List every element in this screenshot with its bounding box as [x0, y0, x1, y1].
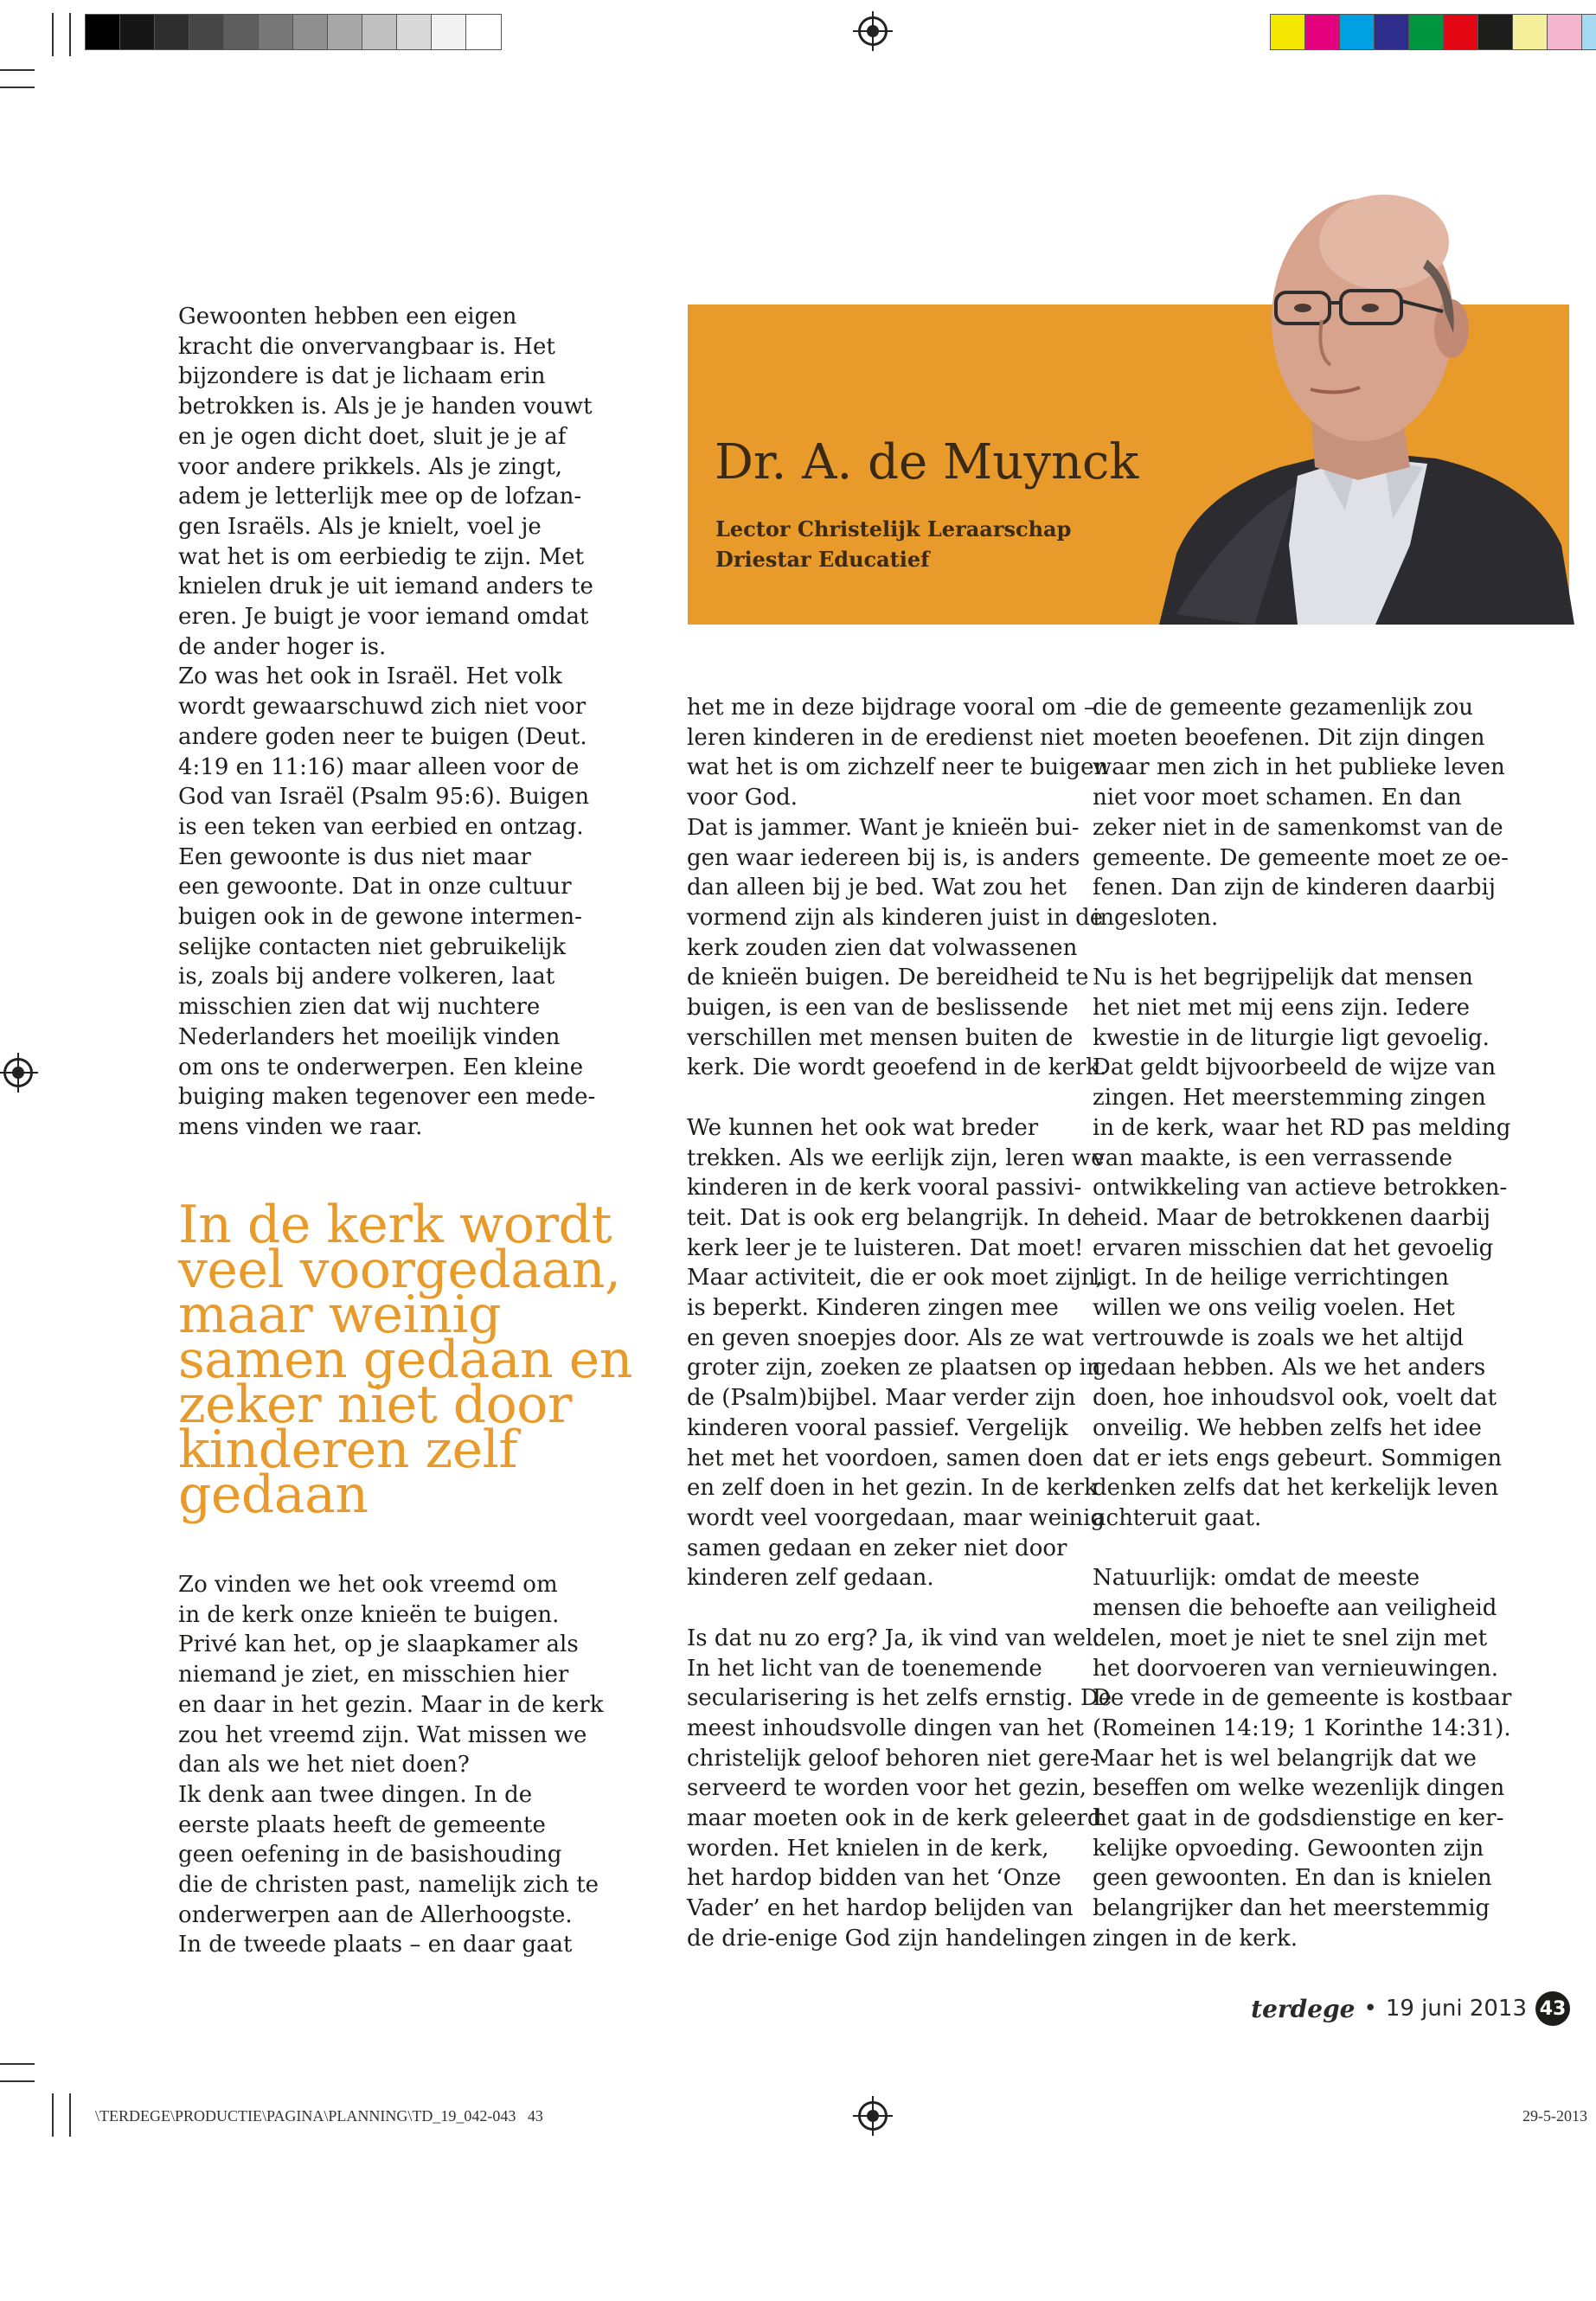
color-swatch [328, 15, 362, 49]
registration-mark-icon [858, 16, 888, 46]
crop-mark [0, 2080, 35, 2082]
color-swatch [1271, 15, 1305, 49]
crop-mark [0, 2063, 35, 2065]
crop-mark [52, 2093, 54, 2137]
article-column-1-bottom: Zo vinden we het ook vreemd om in de kerk onze knieën te buigen. Privé kan het, op je slaapkamer als niemand je ziet, en misschien hier en daar in het gezin. Maar in de kerk zou het vreemd zijn. Wat missen we dan als we het niet doen? Ik denk aan twee dingen. In de eerste plaats heeft de gemeente geen oefening in de basishouding die de christen past, namelijk zich te onderwerpen aan de Allerhoogste. In de tweede plaats – en daar gaat [178, 1572, 604, 1958]
article-column-2: het me in deze bijdrage vooral om – leren kinderen in de eredienst niet wat het is om zichzelf neer te buigen voor God. Dat is jammer. Want je knieën bui- gen waar iedereen bij is, is anders dan alleen bij je bed. Wat zou het vormend zijn als kinderen juist in de kerk zouden zien dat volwassenen de knieën buigen. De bereidheid te buigen, is een van de beslissende verschillen met mensen buiten de kerk. Die wordt geoefend in de kerk. We kunnen het ook wat breder trekken. Als we eerlijk zijn, leren we kinderen in de kerk vooral passivi- teit. Dat is ook erg belangrijk. In de kerk leer je te luisteren. Dat moet! Maar activiteit, die er ook moet zijn, is beperkt. Kinderen zingen mee en geven snoepjes door. Als ze wat groter zijn, zoeken ze plaatsen op in de (Psalm)bijbel. Maar verder zijn kinderen vooral passief. Vergelijk het met het voordoen, samen doen en zelf doen in het gezin. In de kerk wordt veel voorgedaan, maar weinig samen gedaan en zeker niet door kinderen zelf gedaan. Is dat nu zo erg? Ja, ik vind van wel. In het licht van de toenemende secularisering is het zelfs ernstig. De meest inhoudsvolle dingen van het christelijk geloof behoren niet gere- serveerd te worden voor het gezin, maar moeten ook in de kerk geleerd worden. Het knielen in de kerk, het hardop bidden van het ‘Onze Vader’ en het hardop belijden van de drie-enige God zijn handelingen [687, 695, 1112, 1952]
color-swatch [466, 15, 501, 49]
registration-mark-icon [858, 2101, 888, 2131]
color-swatch [1409, 15, 1444, 49]
author-organisation: Driestar Educatief [715, 547, 930, 572]
crop-mark [69, 13, 71, 56]
color-swatch [155, 15, 189, 49]
color-swatch [293, 15, 328, 49]
issue-date: 19 juni 2013 [1385, 1996, 1527, 2022]
color-swatch [1444, 15, 1478, 49]
color-swatch [1548, 15, 1582, 49]
slug-date: 29-5-2013 [1522, 2107, 1587, 2125]
author-name: Dr. A. de Muynck [715, 434, 1139, 490]
color-swatch [362, 15, 397, 49]
article-column-3: die de gemeente gezamenlijk zou moeten beoefenen. Dit zijn dingen waar men zich in het publieke leven niet voor moet schamen. En dan zeker niet in de samenkomst van de gemeente. De gemeente moet ze oe- fenen. Dan zijn de kinderen daarbij ingesloten. Nu is het begrijpelijk dat mensen het niet met mij eens zijn. Iedere kwestie in de liturgie ligt gevoelig. Dat geldt bijvoorbeeld de wijze van zingen. Het meerstemming zingen in de kerk, waar het RD pas melding van maakte, is een verrassende ontwikkeling van actieve betrokken- heid. Maar de betrokkenen daarbij ervaren misschien dat het gevoelig ligt. In de heilige verrichtingen willen we ons veilig voelen. Het vertrouwde is zoals we het altijd gedaan hebben. Als we het anders doen, hoe inhoudsvol ook, voelt dat onveilig. We hebben zelfs het idee dat er iets engs gebeurt. Sommigen denken zelfs dat het kerkelijk leven achteruit gaat. Natuurlijk: omdat de meeste mensen die behoefte aan veiligheid delen, moet je niet te snel zijn met het doorvoeren van vernieuwingen. De vrede in de gemeente is kostbaar (Romeinen 14:19; 1 Korinthe 14:31). Maar het is wel belangrijk dat we beseffen om welke wezenlijk dingen het gaat in de godsdienstige en ker- kelijke opvoeding. Gewoonten zijn geen gewoonten. En dan is knielen belangrijker dan het meerstemmig zingen in de kerk. [1093, 695, 1512, 1952]
slug-path: \TERDEGE\PRODUCTIE\PAGINA\PLANNING\TD_19_042-043 43 [95, 2107, 543, 2125]
page-number: 43 [1535, 1991, 1570, 2026]
color-swatch [1478, 15, 1513, 49]
color-swatch [224, 15, 259, 49]
color-swatch [432, 15, 466, 49]
crop-mark [52, 13, 54, 56]
author-portrait [1125, 182, 1574, 625]
registration-mark-icon [3, 1058, 33, 1087]
color-swatch [120, 15, 155, 49]
grayscale-color-bar [85, 14, 502, 50]
color-swatch [1375, 15, 1409, 49]
article-column-1-top: Gewoonten hebben een eigen kracht die onvervangbaar is. Het bijzondere is dat je lichaam erin betrokken is. Als je je handen vouwt en je ogen dicht doet, sluit je je af voor andere prikkels. Als je zingt, adem je letterlijk mee op de lofzan- gen Israëls. Als je knielt, voel je wat het is om eerbiedig te zijn. Met knielen druk je uit iemand anders te eren. Je buigt je voor iemand omdat de ander hoger is. Zo was het ook in Israël. Het volk wordt gewaarschuwd zich niet voor andere goden neer te buigen (Deut. 4:19 en 11:16) maar alleen voor de God van Israël (Psalm 95:6). Buigen is een teken van eerbied en ontzag. Een gewoonte is dus niet maar een gewoonte. Dat in onze cultuur buigen ook in de gewone intermen- selijke contacten niet gebruikelijk is, zoals bij andere volkeren, laat misschien zien dat wij nuchtere Nederlanders het moeilijk vinden om ons te onderwerpen. Een kleine buiging maken tegenover een mede- mens vinden we raar. [178, 304, 596, 1140]
crop-mark [69, 2093, 71, 2137]
color-swatch [1305, 15, 1340, 49]
magazine-logo: terdege [1251, 1994, 1356, 2023]
cmyk-color-bar [1270, 14, 1596, 50]
crop-mark [0, 69, 35, 71]
author-role: Lector Christelijk Leraarschap [715, 516, 1072, 542]
color-swatch [1340, 15, 1375, 49]
crop-mark [0, 87, 35, 88]
color-swatch [189, 15, 224, 49]
color-swatch [397, 15, 432, 49]
page-footer [1251, 1990, 1570, 2028]
color-swatch [86, 15, 120, 49]
footer-separator: • [1363, 1996, 1377, 2022]
color-swatch [1513, 15, 1548, 49]
pull-quote: In de kerk wordt veel voorgedaan, maar weinig samen gedaan en zeker niet door kinderen zelf gedaan [178, 1195, 632, 1525]
color-swatch [1582, 15, 1596, 49]
color-swatch [259, 15, 293, 49]
